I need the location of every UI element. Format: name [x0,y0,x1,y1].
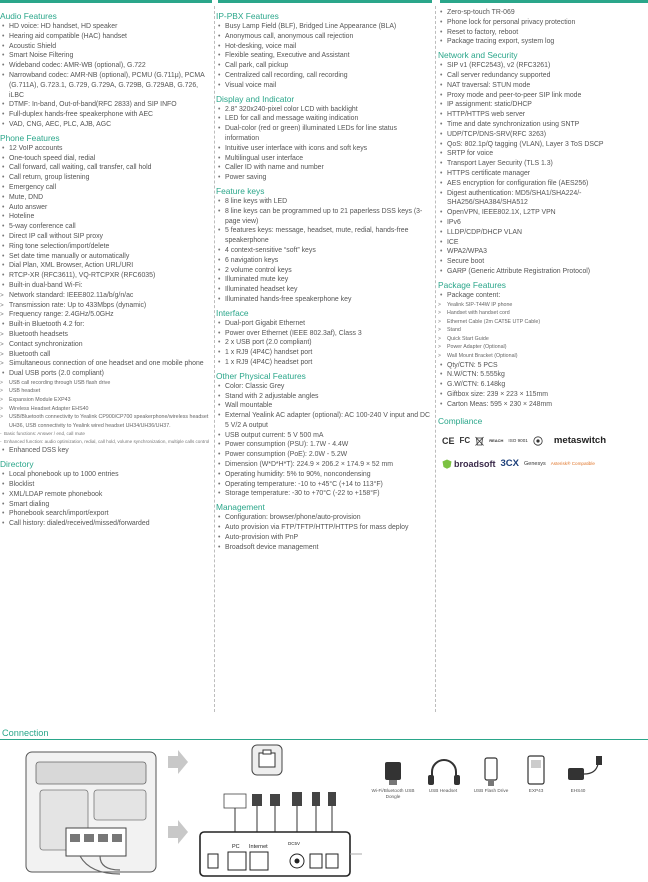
ehs40-illustration [568,756,602,780]
list-item: • Caller ID with name and number [216,163,432,173]
list-item: • Local phonebook up to 1000 entries [0,470,212,480]
list-item: > USB headset [0,387,212,396]
section-title: Display and Indicator [216,93,295,104]
feature-list [438,361,646,410]
list-item: • 5 features keys: message, headset, mute, redial, hands-free speakerphone [216,226,432,246]
list-item: • Dimension (W*D*H*T): 224.9 × 206.2 × 174.9 × 52 mm [216,460,432,470]
list-item: • Dual-port Gigabit Ethernet [216,319,432,329]
list-item: • Acoustic Shield [0,42,212,52]
feature-list [216,382,432,500]
list-item: • 12 VoIP accounts [0,144,212,154]
list-item: • Transport Layer Security (TLS 1.3) [438,159,646,169]
usb-sublist [0,379,212,431]
list-item: • N.W/CTN: 5.555kg [438,370,646,380]
list-item: • VAD, CNG, AEC, PLC, AJB, AGC [0,120,212,130]
physical-features-section [216,371,432,500]
usb-headset-label: USB Headset [428,788,458,793]
section-title: Network and Security [438,50,518,61]
arrow-right-icon [168,820,188,844]
feature-list [216,22,432,91]
feature-keys-section [216,186,432,305]
list-item: • 2 x USB port (2.0 compliant) [216,338,432,348]
list-item: • Centralized call recording, call recording [216,71,432,81]
exp43-illustration [528,756,544,784]
list-item: • HTTPS certificate manager [438,169,646,179]
connection-divider [0,739,648,740]
usb-headset-illustration [428,760,460,785]
list-item: • Emergency call [0,183,212,193]
list-item: • Call return, group listening [0,173,212,183]
broadsoft-logo [442,459,496,469]
list-item: • HTTP/HTTPS web server [438,110,646,120]
feature-list [216,319,432,368]
list-item: > Handset with handset cord [438,309,646,318]
wifi-dongle-illustration [385,762,401,785]
spec-column-1 [0,8,212,529]
section-title: Feature keys [216,185,265,196]
list-item: • Hoteline [0,212,212,222]
ip-pbx-section [216,11,432,91]
feature-list [0,369,212,379]
list-item: > Contact synchronization [0,340,212,350]
list-item: • 8 line keys can be programmed up to 21 paperless DSS keys (3-page view) [216,207,432,227]
list-item: • 5-way conference call [0,222,212,232]
list-item: • Direct IP call without SIP proxy [0,232,212,242]
list-item: • Call history: dialed/received/missed/forwarded [0,519,212,529]
list-item: • UDP/TCP/DNS-SRV(RFC 3263) [438,130,646,140]
list-item: • Package content: [438,291,646,301]
feature-list [438,291,646,301]
usb-notes [0,430,212,446]
audio-features-section [0,11,212,130]
list-item: • Dual USB ports (2.0 compliant) [0,369,212,379]
arrow-right-icon [168,750,188,774]
ehs40-label: EHS40 [570,788,586,793]
list-item: • Busy Lamp Field (BLF), Bridged Line Appearance (BLA) [216,22,432,32]
column-divider [214,6,215,712]
list-item: > USB call recording through USB flash drive [0,379,212,388]
list-item: • Smart dialing [0,500,212,510]
list-item: • QoS: 802.1p/Q tagging (VLAN), Layer 3 ToS DSCP [438,140,646,150]
connection-title: Connection [2,728,49,738]
list-item: > Wireless Headset Adapter EHS40 [0,405,212,414]
usb-flash-drive-illustration [485,758,497,786]
headset-plug-icon [312,792,320,806]
feature-list [438,8,646,47]
list-item: - Basic functions: Answer / end, call mute [0,430,212,438]
list-item: • Built-in dual-band Wi-Fi: [0,281,212,291]
list-item: • Giftbox size: 239 × 223 × 115mm [438,390,646,400]
list-item: • Color: Classic Grey [216,382,432,392]
list-item: • G.W/CTN: 6.148kg [438,380,646,390]
spec-column-3 [438,8,646,472]
section-title: Compliance [438,415,483,426]
list-item: • Stand with 2 adjustable angles [216,392,432,402]
interface-section [216,308,432,368]
feature-list [216,197,432,305]
list-item: • Intuitive user interface with icons and soft keys [216,144,432,154]
ethernet-plug-icon [270,794,280,806]
list-item: > Expansion Module EXP43 [0,396,212,405]
feature-list [216,105,432,183]
list-item: • ICE [438,238,646,248]
list-item: • Mute, DND [0,193,212,203]
column-divider [435,6,436,712]
broadsoft-wordmark: broadsoft [454,458,496,469]
list-item: • 2 volume control keys [216,266,432,276]
list-item: • 1 x RJ9 (4P4C) headset port [216,358,432,368]
list-item: • Full-duplex hands-free speakerphone with AEC [0,110,212,120]
list-item: • Power over Ethernet (IEEE 802.3af), Class 3 [216,329,432,339]
power-plug-icon [292,792,302,806]
list-item: > Bluetooth headsets [0,330,212,340]
list-item: • Hearing aid compatible (HAC) handset [0,32,212,42]
list-item: > Stand [438,326,646,335]
feature-list [0,320,212,330]
list-item: • Carton Meas: 595 × 230 × 248mm [438,400,646,410]
section-title: Audio Features [0,11,57,21]
list-item: • LED for call and message waiting indication [216,114,432,124]
list-item: > Quick Start Guide [438,335,646,344]
compliance-section [438,416,646,472]
list-item: > Wall Mount Bracket (Optional) [438,352,646,361]
directory-section [0,459,212,529]
list-item: • Dial Plan, XML Browser, Action URL/URI [0,261,212,271]
list-item: • IP assignment: static/DHCP [438,100,646,110]
list-item: • Operating humidity: 5% to 90%, noncondensing [216,470,432,480]
connection-diagram [0,742,648,882]
compliance-logos-row-1 [442,433,646,449]
list-item: • Phonebook search/import/export [0,509,212,519]
list-item: • 8 line keys with LED [216,197,432,207]
list-item: • Secure boot [438,257,646,267]
list-item: • Wall mountable [216,401,432,411]
pc-port-label: PC [232,844,240,850]
list-item: • Broadsoft device management [216,543,432,553]
list-item: • Power saving [216,173,432,183]
list-item: > Power Adapter (Optional) [438,343,646,352]
phone-features-section [0,133,212,456]
list-item: • Narrowband codec: AMR-NB (optional), PCMU (G.711μ), PCMA (G.711A), G.723.1, G.729, G.729A, G.729B, G.729AB, G.726, iLBC [0,71,212,100]
list-item: • Illuminated hands-free speakerphone key [216,295,432,305]
list-item: • Phone lock for personal privacy protection [438,18,646,28]
list-item: • SRTP for voice [438,149,646,159]
list-item: • Call forward, call waiting, call transfer, call hold [0,163,212,173]
list-item: • Smart Noise Filtering [0,51,212,61]
management-continued-section [438,8,646,47]
list-item: • Built-in Bluetooth 4.2 for: [0,320,212,330]
list-item: • 6 navigation keys [216,256,432,266]
list-item: • One-touch speed dial, redial [0,154,212,164]
list-item: • Illuminated mute key [216,275,432,285]
section-title: Phone Features [0,132,60,143]
list-item: • 2.8" 320x240-pixel color LCD with backlight [216,105,432,115]
feature-list [0,470,212,529]
feature-list [216,513,432,552]
section-title: Management [216,502,265,513]
list-item: > Simultaneous connection of one headset and one mobile phone [0,359,212,369]
list-item: • Set date time manually or automatically [0,252,212,262]
list-item: • OpenVPN, IEEE802.1X, L2TP VPN [438,208,646,218]
list-item: • GARP (Generic Attribute Registration Protocol) [438,267,646,277]
list-item: > Bluetooth call [0,350,212,360]
list-item: • RTCP-XR (RFC3611), VQ-RTCPXR (RFC6035) [0,271,212,281]
asterisk-logo: Asterisk® Compatible [550,461,595,467]
wifi-dongle-label: Wi-Fi/Bluetooth USB Dongle [371,788,415,799]
section-title: Package Features [438,279,506,290]
dc-port-label: DC5V [288,841,301,846]
feature-list [0,446,212,456]
spec-column-2 [216,8,432,552]
list-item: • Hot-desking, voice mail [216,42,432,52]
management-section [216,502,432,552]
section-title: Interface [216,307,249,318]
list-item: > USB/Bluetooth connectivity to Yealink CP900/CP700 speakerphone/wireless headset UH36, USB connectivity to Yealink wired headset UH34/UH36/UH37. [0,413,212,430]
list-item: > Frequency range: 2.4GHz/5.0GHz [0,310,212,320]
internet-port-label: Internet [249,844,268,850]
list-item: • Call server redundancy supported [438,71,646,81]
handset-plug-icon [328,792,336,806]
list-item: • Auto-provision with PnP [216,533,432,543]
port-panel [200,832,350,876]
list-item: • Visual voice mail [216,81,432,91]
list-item: • Multilingual user interface [216,154,432,164]
list-item: • IPv6 [438,218,646,228]
list-item: • Storage temperature: -30 to +70°C (-22 to +158°F) [216,489,432,499]
list-item: • AES encryption for configuration file (AES256) [438,179,646,189]
top-accent-segment [440,0,648,3]
list-item: • Auto provision via FTP/TFTP/HTTP/HTTPS for mass deploy [216,523,432,533]
list-item: • Blocklist [0,480,212,490]
list-item: • Call park, call pickup [216,61,432,71]
genesys-logo: Genesys [523,460,546,467]
list-item: • Package tracing export, system log [438,37,646,47]
list-item: • Operating temperature: -10 to +45°C (+14 to 113°F) [216,480,432,490]
list-item: • Enhanced DSS key [0,446,212,456]
broadsoft-shield-icon [442,459,452,469]
list-item: • Wideband codec: AMR-WB (optional), G.722 [0,61,212,71]
list-item: • Auto answer [0,203,212,213]
usb-flash-drive-label: USB Flash Drive [473,788,509,793]
package-section [438,280,646,410]
list-item: • External Yealink AC adapter (optional): AC 100-240 V input and DC 5 V/2 A output [216,411,432,431]
iso-logo: ISO 9001 [508,438,528,444]
list-item: • XML/LDAP remote phonebook [0,490,212,500]
pc-icon [224,794,246,808]
feature-list [0,144,212,291]
list-item: • 4 context-sensitive “soft” keys [216,246,432,256]
feature-list [438,61,646,277]
reach-logo: REACH [489,438,504,444]
section-title: IP-PBX Features [216,11,279,21]
compliance-logos-row-2 [442,456,646,472]
list-item: • Ring tone selection/import/delete [0,242,212,252]
list-item: • Qty/CTN: 5 PCS [438,361,646,371]
fcc-logo: FC [459,436,471,446]
list-item: • Flexible seating, Executive and Assistant [216,51,432,61]
section-title: Directory [0,459,34,470]
network-security-section [438,50,646,277]
bluetooth-sublist [0,330,212,369]
list-item: • 1 x RJ9 (4P4C) handset port [216,348,432,358]
list-item: • Power consumption (PSU): 1.7W - 4.4W [216,440,432,450]
section-title: Other Physical Features [216,370,306,381]
list-item: • USB output current: 5 V 500 mA [216,431,432,441]
list-item: • NAT traversal: STUN mode [438,81,646,91]
rohs-badge-icon [533,436,543,446]
exp43-label: EXP43 [528,788,544,793]
list-item: > Ethernet Cable (2m CAT5E UTP Cable) [438,318,646,327]
ethernet-plug-icon [252,794,262,806]
phone-back-illustration [26,752,156,874]
list-item: • Anonymous call, anonymous call rejection [216,32,432,42]
list-item: • DTMF: In-band, Out-of-band(RFC 2833) and SIP INFO [0,100,212,110]
list-item: • Zero-sp-touch TR-069 [438,8,646,18]
ethernet-jack-icon [252,745,282,775]
list-item: > Transmission rate: Up to 433Mbps (dynamic) [0,301,212,311]
list-item: • Reset to factory, reboot [438,28,646,38]
top-accent-segment [218,0,432,3]
feature-list [0,22,212,130]
wifi-sublist [0,291,212,320]
list-item: • WPA2/WPA3 [438,247,646,257]
ce-logo: CE [442,435,455,446]
list-item: • HD voice: HD handset, HD speaker [0,22,212,32]
metaswitch-logo: metaswitch [553,435,607,447]
list-item: • Time and date synchronization using SNTP [438,120,646,130]
top-accent-segment [0,0,212,3]
weee-bin-icon [475,436,484,446]
list-item: • Illuminated headset key [216,285,432,295]
list-item: • Dual-color (red or green) illuminated LEDs for line status information [216,124,432,144]
package-content-list [438,301,646,361]
list-item: - Enhanced function: audio optimization, redial, call hold, volume synchronization, multiple calls control [0,438,212,446]
list-item: > Yealink SIP-T44W IP phone [438,301,646,310]
list-item: • Power consumption (PoE): 2.0W - 5.2W [216,450,432,460]
list-item: • SIP v1 (RFC2543), v2 (RFC3261) [438,61,646,71]
list-item: • LLDP/CDP/DHCP VLAN [438,228,646,238]
list-item: > Network standard: IEEE802.11a/b/g/n/ac [0,291,212,301]
top-accent-bar [0,0,648,5]
list-item: • Configuration: browser/phone/auto-provision [216,513,432,523]
display-section [216,94,432,183]
list-item: • Digest authentication: MD5/SHA1/SHA224/-SHA256/SHA384/SHA512 [438,189,646,209]
list-item: • Proxy mode and peer-to-peer SIP link mode [438,91,646,101]
3cx-logo: 3CX [500,458,519,470]
